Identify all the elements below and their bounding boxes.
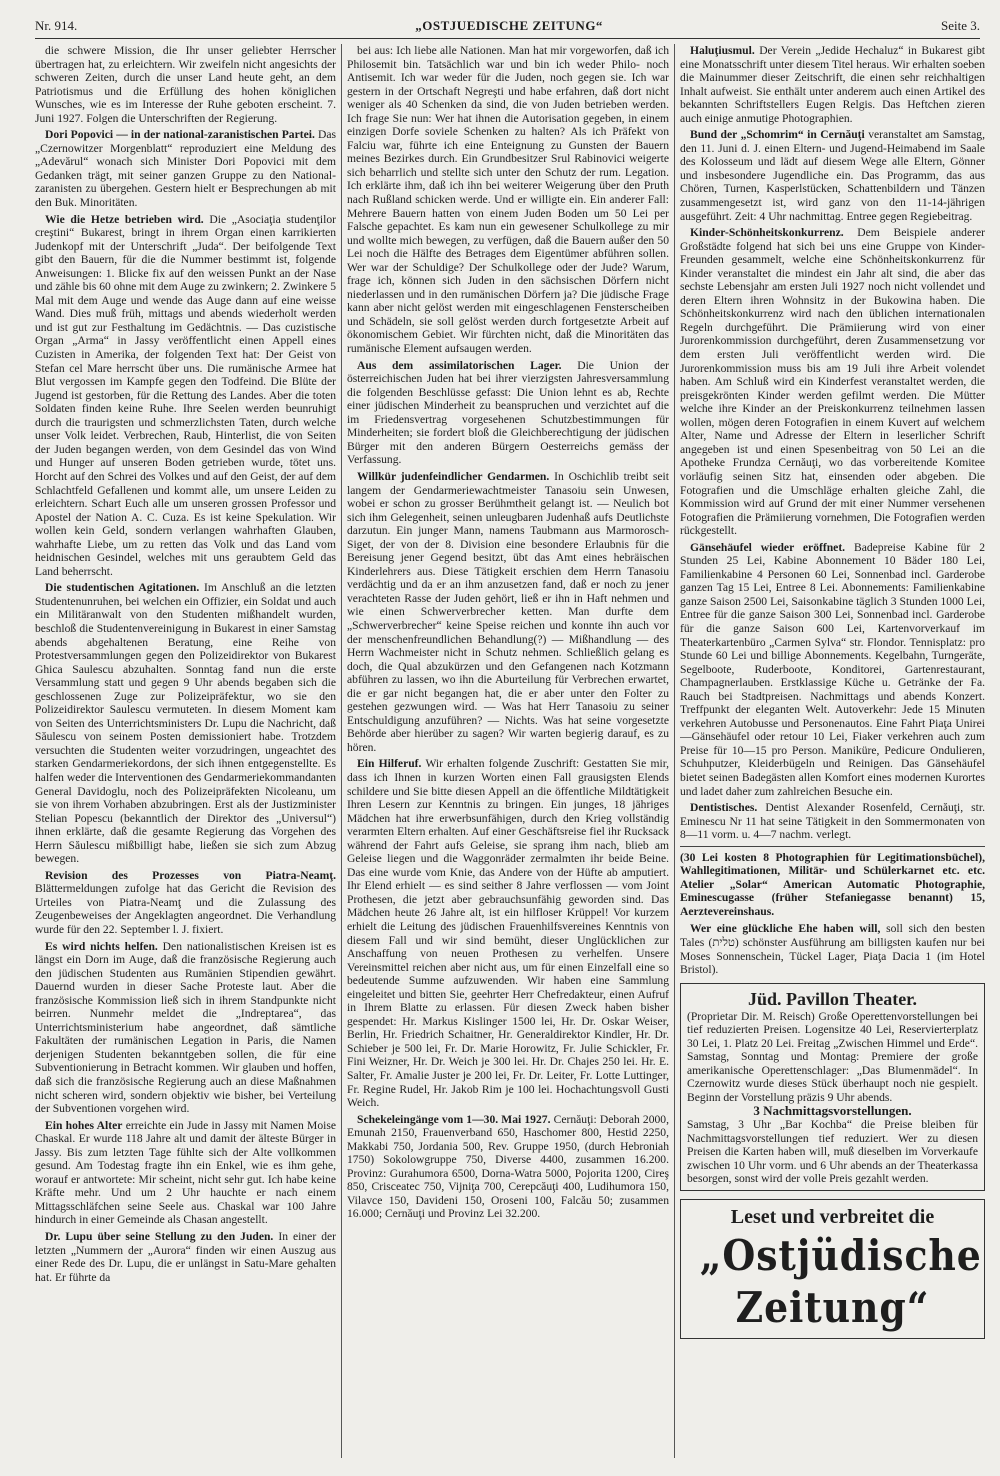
article [35,869,336,937]
article [35,44,336,125]
article [347,359,669,467]
column-1 [35,44,336,1458]
article-heading: Schekeleingänge vom 1—30. Mai 1927. [357,1112,551,1126]
article-heading: Es wird nichts helfen. [45,939,158,953]
article-heading: Dori Popovici — in der national-zaranistischen Partei. [45,128,315,142]
article-heading: Wie die Hetze betrieben wird. [45,212,204,226]
article-text: Wir erhalten folgende Zuschrift: Gestatten Sie mir, dass ich Ihnen in kurzen Worten einen Fall grausigsten Elends schildere und Sie bitte diesen Appell an die öffentliche Mildtätigkeit Ihren Lesern zur Kenntnis zu bringen. Ein junges, 18 jähriges Mädchen hat ihre erwerbsunfähigen, durch den Krieg vollständig verarmten Eltern erhalten. Auf einer Geschäftsreise fiel ihr Rucksack während der Fahrt aufs Geleise, sie sprang ihm nach, blieb am Geleise liegen und die Waggonräder zermalmten ihr beide Beine. Das eine wurde vom Knie, das Andere von der Hüfte ab amputiert. Ihr Elend erhielt — es sind seither 8 Jahre verflossen — vom Joint Prothesen, die jetzt aber gebrauchsunfähig geworden sind. Das Mädchen heute 26 Jahre alt, ist ein hilfloser Krüppel! Vor kurzem erhielt die Leitung des jüdischen Frauenhilfsvereines Kenntnis von diesem Fall und wir sind bemüht, dieser Unglücklichen zur Anschaffung von neuen Prothesen zu verhelfen. Unsere Vereinsmittel reichen aber nicht aus, um für einen Einzelfall eine so bedeutende Summe aufzuwenden. Wir haben eine Sammlung eingeleitet und bitten Sie, geehrter Herr Chefredakteur, einen Aufruf in Ihrem Blatte zu erlassen. Für diesen Zweck haben bisher gespendet: Hr. Markus Kislinger 1500 lei, Hr. Dr. Oskar Weiser, Berlin, Hr. Friedrich Schaitner, Hr. Generaldirektor Kindler, Hr. Dr. Schieber je 500 lei, Fr. Dr. Marie Horowitz, Fr. Julie Schickler, Fr. Fini Weizner, Hr. Dr. Weich je 300 lei. Hr. Dr. Chajes 250 lei. Hr. E. Salter, Fr. Amalie Juster je 200 lei, Fr. Dr. Leiter, Fr. Lotte Luttinger, Fr. Regine Rudel, Hr. Jakob Rim je 100 lei. Hochachtungsvoll Gusti Weich. [347,757,669,1110]
article-heading: Ein hohes Alter [45,1118,123,1132]
article-text: Der Verein „Jedide Hechaluz“ in Bukarest gibt eine Monatsschrift unter diesem Titel heraus. Wir erhalten soeben die Mainummer dieser Zeitschrift, die einen sehr reichhaltigen Inhalt aufweist. Sie enthält unter anderem auch einen Artikel des bekannten Schriftstellers Eugen Relgis. Das Heftchen zieren auch einige anmutige Photographien. [680,44,985,125]
article [35,940,336,1116]
tales-ad-text: soll sich den besten Tales (טלית) schönster Ausführung am billigsten kaufen nur bei Moses Sonnenschein, Tückel Lager, Piaţa Dacia 1 (im Hotel Bristol). [680,922,985,977]
article-heading: Revision des Prozesses von Piatra-Neamţ. [45,868,336,882]
article-text: Cernăuţi: Deborah 2000, Emunah 2150, Frauenverband 650, Haschomer 800, Hestid 2250, Makkabi 750, Jordania 500, Rev. Gruppe 1950, (durch Hebroniah 1750) Sokolowgruppe 750, Diverse 4400, zusammen 16.200. Provinz: Gurahumora 6500, Dorna-Watra 5000, Pojorita 1200, Cireş 850, Crisceatec 750, Vijniţa 700, Cerepcăuţi 400, Ludihumora 150, Vilavce 150, Davideni 150, Oroseni 100, Falcău 50; zusammen 16.000; Cernăuţi und Provinz Lei 32.200. [347,1112,669,1221]
promo-box [680,1199,985,1339]
article [680,44,985,125]
article [35,1119,336,1227]
column-2 [347,44,669,1458]
article-text: erreichte ein Jude in Jassy mit Namen Moise Chaskal. Er wurde 118 Jahre alt und damit der älteste Bürger in Jassy. Bis zum letzten Tage fühlte sich der Alte vollkommen gesund. Am Todestag fragte ihn ein Enkel, wie es ihm gehe, worauf er antwortete: Mir scheint, nicht sehr gut. Ich habe keine Kräfte mehr. Und um 2 Uhr hauchte er nach einem Mittagsschläfchen seine Seele aus. Chaskal war 100 Jahre hindurch in einer Gemeinde als Chasan angestellt. [35,1118,336,1227]
article-heading: Willkür judenfeindlicher Gendarmen. [357,469,550,483]
article-heading: Dentistisches. [690,801,758,815]
article [35,1230,336,1284]
issue-number: Nr. 914. [35,18,78,33]
article-heading: Bund der „Schomrim“ in Cernăuţi [690,128,865,142]
promo-line-2: „Ostjüdische Zeitung“ [699,1230,982,1332]
article [35,128,336,209]
article-text: Die „Asociaţia studenţilor creştini“ Bukarest, bringt in ihrem Organ einen karrikierten Judenkopf mit der Unterschrift „Juda“. Der beifolgende Text gibt den Bauern, für die die Nummer bestimmt ist, folgende Anweisungen: 1. Blicke fix auf den weissen Punkt an der Nase und zähle bis 60 ohne mit dem Auge zu zwinkern; 2. Zwinkere 5 Mal mit dem Auge und wende das Auge dann auf eine weisse Wand. Dies muß früh, mittags und abends wiederholt werden und ist gut zur Festhaltung im Gedächtnis. — Das cuzistische Organ „Arma“ in Jassy veröffentlicht einen Appell eines Cuzisten in Amerika, der folgenden Text hat: Der Geist von Stefan cel Mare herrscht über uns. Die rumänische Armee hat Blut vergossen im Kampfe gegen den Todfeind. Die Blüte der Jugend ist gestorben, für die Rettung des Landes. Aber die toten Soldaten finden keine Ruhe. Ihre Seelen werden beunruhigt durch die traurigsten und schmerzlichsten Taten, durch welche unser Volk leidet. Verbrechen, Raub, Hinterlist, die von Seiten der Juden begangen werden, von dem Gesindel das von Wind und Hunger auf unseren Boden getrieben wurde, tötet uns. Horcht auf den Schrei des Volkes und auf den Geist, der auf dem Schlachtfeld Gefallenen und kommt alle, um unsere Leiden zu erleichtern. Schart Euch alle um unseren grossen Professor und Apostel der Nation A. C. Cuza. Es ist keine Spekulation. Wir wollen kein Geld, sondern verlangen wahrhaften Glauben, wahrhafte Liebe, um zu retten das Volk und das Land vom heidnischen Gesindel, welches mit uns geraubtem Geld das Land beherrscht. [35,212,336,578]
article-text: Das „Czernowitzer Morgenblatt“ reproduziert eine Meldung des „Adevărul“ wonach sich Minister Dori Popovici mit dem Gedanken trägt, mit seiner ganzen Gruppe zu den National-zaranisten zu übergehen. Gestern hielt er Besprechungen ab mit den Buk. Minoritäten. [35,128,336,210]
article [347,757,669,1109]
article-text: In Oschichlib treibt seit langem der Gendarmeriewachtmeister Tanasoiu sein Unwesen, wobei er schon zu grosser Berühmtheit gelangt ist. — Neulich bot sich ihm Gelegenheit, seinen unleugbaren Judenhaß aufs Deutlichste darzutun. Ein junger Mann, namens Taubmann aus Marmorosch-Siget, der von der 8. Division eine besondere Erlaubnis für die Bereisung jener Gegend besitzt, übt das Amt eines hebräischen Kinderlehrers aus. Diese Tätigkeit erschien dem Herrn Tanasoiu verdächtig und da er an ihm anzusetzen fand, daß er noch zu jener verachteten Rasse der Juden gehört, ließ er ihn in Haft nehmen und wie einen Schwerverbrecher ketten. Man durfte dem „Schwerverbrecher“ keine Speise reichen und konnte ihn auch vor der menschenfreundlichen Behandlung(?) — Mißhandlung — des Herrn Wachmeister nicht in Schutz nehmen. Schließlich gelang es doch, die Qual abzukürzen und den Gefangenen nach Kotzmann abführen zu lassen, wo ihn die Aburteilung für Verbrechen erwartet, die er gar nicht begangen hat, die er aber unter den Folter zu gestehen gezwungen wird. — Was hat Herr Tanasoiu zu seiner Entschuldigung anzuführen? — Nichts. Was hat seine vorgesetzte Behörde aber hierüber zu sagen? Wir warten begierig darauf, es zu hören. [347,469,669,754]
theater-text-2: Samstag, 3 Uhr „Bar Kochba“ die Preise bleiben für Nachmittagsvorstellungen tief reduziert. Wer zu diesen Preisen die Karten haben will, muß dieselben im Vorverkaufe zwischen 10 Uhr vorm. und 6 Uhr abends an der Theaterkassa besorgen, sonst wird der volle Preis gezahlt werden. [687,1118,978,1186]
theater-title: Jüd. Pavillon Theater. [747,988,918,1009]
article [35,213,336,579]
article-heading: Aus dem assimilatorischen Lager. [357,358,562,372]
article-text: Im Anschluß an die letzten Studentenunruhen, bei welchen ein Offizier, ein Soldat und auch ein Militäranwalt von den Studenten mißhandelt wurden, beschloß die Studentenvereinigung in Bukarest in einer Samstag abends abgehaltenen Beratung, eine Reihe von Protestversammlungen gegen den Polizeidirektor von Bukarest Ghica Saulescu abzuhalten. Sonntag fand nun die erste Versammlung statt und gegen 9 Uhr abends begaben sich die geschlossenen Zuge zur Polizeipräfektur, wo sie den Polizeidirektor Saulescu vermuteten. In diesem Moment kam von Seiten des Unterrichtsministers Dr. Lupu die Nachricht, daß Săulescu von seinem Posten demissioniert habe. Trotzdem versuchten die Studenten weiter vorzudringen, ungeachtet des starken Gendarmeriekordons, der sich ihnen entgegenstellte. Es halfen weder die Interventionen des Gendarmeriekommandanten General Davidoglu, noch des Polizeipräfekten Nicoleanu, um sie von ihrem Vorhaben abzubringen. Erst als der Justizminister Stelian Popescu (bekanntlich der Direktor des „Universul“) ihnen erklärte, daß die gesamte Regierung das Vorgehen des Herrn Săulescu mißbilligt habe, ließen sie sich zum Abzug bewegen. [35,581,336,866]
article-text: Dentist Alexander Rosenfeld, Cernăuţi, str. Eminescu Nr 11 hat seine Tätigkeit in den Sommermonaten von 8—11 vorm. u. 4—7 nachm. verlegt. [680,801,985,842]
tales-ad [680,922,985,976]
article-heading: Haluţiusmul. [690,44,755,57]
article [680,128,985,223]
column-rule [341,44,342,1458]
article-text: Den nationalistischen Kreisen ist es längst ein Dorn im Auge, daß die französische Regierung auch den jüdischen Studenten aus Rumänien Stipendien gewährt. Dauernd wurden in dieser Sache Proteste laut. Aber die französische Kommission ließ sich in ihrem Standpunkte nicht beirren. Nunmehr meldet die „Indreptarea“, das Unterrichtsministerium habe angeordnet, daß sämtliche Fakultäten der rumänischen Legation in Paris, die Namen derjenigen Studenten bekanntgeben sollen, die für eine Subventionierung in Betracht kommen. Wir glauben und hoffen, daß sich die französische Regierung auch an diese Maßnahmen nicht scheren wird, sondern objektiv wie bisher, bei Verteilung der Subventionen vorgehen wird. [35,939,336,1116]
article-heading: Gänsehäufel wieder eröffnet. [690,540,846,554]
page-number: Seite 3. [940,18,980,33]
article-text: Badepreise Kabine für 2 Stunden 25 Lei, Kabine Abonnement 10 Bäder 180 Lei, Familienkabine 4 Personen 60 Lei, Sonnenbad incl. Garderobe ganzen Tag 15 Lei, Entree 8 Lei. Abonnements: Familienkabine ganze Saison 2500 Lei, Saisonkabine täglich 3 Stunden 1000 Lei, Entree für die ganze Saison 300 Lei, Sonnenbad incl. Garderobe für die ganze Saison 600 Lei, Kartenvorverkauf im Theaterkartenbüro „Carmen Sylva“ str. Flondor. Tennisplatz: pro Stunde 60 Lei und billige Abonnements. Kegelbahn, Turngeräte, Segelboote, Ruderboote, Konditorei, Gartenrestaurant, Champagnerlauben. Erstklassige Küche u. Getränke der Fa. Rauch bei Stadtpreisen. Nachmittags und abends Konzert. Treffpunkt der eleganten Welt. Autoverkehr: Jede 15 Minuten verkehren Autobusse und Personenautos. Eine Fahrt Piaţa Unirei—Gänsehäufel oder retour 10 Lei, Fiaker verkehren auch zum Preise für 10—15 pro Person. Maniküre, Pedicure Ondulieren, Schuhputzer, Kleiderbügeln und Reinigen. Das Gänsehäufel bietet seinen Badegästen allen Komfort eines modernen Kurortes und ladet daher zum zahlreichen Besuche ein. [680,540,985,798]
article-text: Blättermeldungen zufolge hat das Gericht die Revision des Urteiles von Piatra-Neamţ und die Zulassung des Zeugenbeweises der Angeklagten angeordnet. Die Verhandlung wurde für den 22. September l. J. fixiert. [35,882,336,936]
article [680,801,985,842]
column-3 [680,44,985,1458]
theater-ad [680,983,985,1191]
article-heading: Ein Hilferuf. [357,757,422,771]
promo-line-1: Leset und verbreitet die [730,1205,935,1228]
article-heading: Die studentischen Agitationen. [45,581,200,595]
masthead [35,14,980,39]
article [347,470,669,754]
theater-subtitle: 3 Nachmittagsvorstellungen. [753,1103,912,1119]
divider [680,846,985,847]
article-text: veranstaltet am Samstag, den 11. Juni d. J. einen Eltern- und Jugend-Heimabend im Saale des Kolosseum und lädt auf diesem Wege alle Eltern, Gönner und insbesondere Jugendliche ein. Das Programm, das aus Chören, Turnen, Kasperlstücken, Schattenbildern und Tänzen zusammengesetzt ist, wird ganz von den 11-14-jährigen ausgeführt. Zeit: 4 Uhr nachmittag. Entree gegen Regiebeitrag. [680,128,985,223]
article-heading: Kinder-Schönheitskonkurrenz. [690,226,844,240]
photo-atelier-ad: (30 Lei kosten 8 Photographien für Legitimationsbüchel), Wahllegitimationen, Militär- und Schülerkarnet etc. etc. Atelier „Solar“ American Automatic Photographie, Eminescugasse (früher Stefaniegasse benannt) 15, Aerztevereinshaus. [680,850,985,918]
article-text: Dem Beispiele anderer Großstädte folgend hat sich bei uns eine Gruppe von Kinder-Freunden gesammelt, welche eine Schönheitskonkurrenz für Kinder veranstaltet die mindest ein Jahr alt sind, die aber das sechste Lebensjahr am ersten Juli 1927 noch nicht vollendet und deren Eltern ihren Wohnsitz in der Bukowina haben. Die Schönheitskonkurrenz wird nach den üblichen internationalen Regeln durchgeführt. Die Prämiierung wird von einer Jurorenkommission durchgeführt, deren Zusammensetzung vor dem ersten Juli veröffentlicht werden wird. Die Jurorenkommission muss bis am 19 Juli ihre Arbeit volendet haben. Am Schluß wird ein Kinderfest veranstaltet werden, die preisgekrönten Kinder werden gefilmt werden. Die Mütter welche ihre Kinder an der Preiskonkurrenz teilnehmen lassen wollen, mögen deren Fotografien in einem Kuvert auf welchem Alter, Name und Adresse der Eltern in leserlicher Schrift angegeben ist und einen Spesenbeitrag von 50 Lei an die Apotheke Frundza Cernăuţi, wo das vorbereitende Komitee vorläufig seinen Sitz hat, einsenden oder abgeben. Die Fotografien und die Umschläge erhalten gleiche Zahl, die Kommission wird auf Grund der mit einer Nummer versehenen Fotografien die Prämiierung vornehmen, Die Fotografien werden rückgestellt. [680,226,985,538]
article [680,541,985,798]
article-text: Die Union der österreichischen Juden hat bei ihrer vierzigsten Jahresversammlung die folgenden Beschlüsse gefasst: Die Union lehnt es ab, Rechte einer jüdischen Minderheit zu beanspruchen und verzichtet auf die im Friedensvertrag vorgesehenen Schutzbestimmungen für Minderheiten; sie fordert bloß die Gleichberechtigung der jüdischen Bürger mit den anderen Bürgern Oesterreichs gemäss der Verfassung. [347,358,669,467]
article [680,226,985,538]
newspaper-title: „OSTJUEDISCHE ZEITUNG“ [415,18,603,33]
column-rule [674,44,675,1458]
article-text: die schwere Mission, die Ihr unser geliebter Herrscher übertragen hat, zu erleichtern. Wir zweifeln nicht angesichts der schweren Zeiten, durch die unser Land heute geht, an dem Patriotismus und die Erfüllung des hohen königlichen Wunsches, wie es im Interesse der Ruhe geboten erscheint. 7. Juni 1927. Folgen die Unterschriften der Regierung. [35,44,336,125]
article [347,44,669,356]
theater-text: (Proprietar Dir. M. Reisch) Große Operettenvorstellungen bei tief reduzierten Preisen. Logensitze 40 Lei, Reservierterplatz 30 Lei, 1. Platz 20 Lei. Freitag „Zwischen Himmel und Erde“. Samstag, Sonntag und Montag: Premiere der große amerikanische Operettenschlager: „Das Blumenmädel“. In Czernowitz wurde dieses Stück überhaupt noch nie gespielt. Beginn der Vorstellung präzis 9 Uhr abends. [687,1009,978,1104]
article-heading: Dr. Lupu über seine Stellung zu den Juden. [45,1230,274,1244]
article [347,1113,669,1221]
article-text: In einer der letzten „Nummern der „Aurora“ finden wir einen Auszug aus einer Rede des Dr. Lupu, die er unlängst in Satu-Mare gehalten hat. Er führte da [35,1230,336,1284]
article [35,581,336,865]
tales-ad-heading: Wer eine glückliche Ehe haben will, [690,922,881,936]
article-text: bei aus: Ich liebe alle Nationen. Man hat mir vorgeworfen, daß ich Philosemit bin. Tatsächlich war und bin ich weder Philo- noch Antisemit. Ich war weder für die Juden, noch gegen sie. Ich war gestern in der Ortschaft Negreşti und habe erfahren, daß dort nicht weniger als 40 Schenken da sind, die von Juden betrieben werden. Ich frage Sie nun: Wer hat ihnen die Autorisation gegeben, in einem einzigen Dorfe soviele Schenken zu halten? Als ich Präfekt von Falciu war, führte ich eine Enteignung zu Gunsten der Bauern meines Bezirkes durch. Ein Grundbesitzer Srul Rabinovici weigerte sich beharrlich und stellte sich unter den Schutz der rum. Legation. Ich erklärte ihm, daß ich ihn bei weiterer Weigerung über den Pruth nach Rußland schicken werde. Und er willigte ein. Ein anderer Fall: Mehrere Bauern hatten von einem Juden Boden um 50 Lei per Falsche gepachtet. Es kam nun ein gewesener Schulkollege zu mir und wollte mich bewegen, zu verfügen, daß die Bauern außer den 50 Lei noch die Hälfte des Betrages dem Eigentümer abführen sollen. Wer war der Schuldige? Der Schulkollege oder der Jude? Warum, frage ich, können sich Juden in den sächsischen Dörfern nicht niederlassen und in den rumänischen Dörfern ja? Die jüdische Frage kann aber nicht gelöst werden mit eingeschlagenen Fensterscheiben und Schädeln, sie soll gelöst werden durch fortgesetzte Arbeit auf ökonomischem Gebiet. Wir fürchten nicht, daß die Minoritäten das rumänische Element aufsaugen werden. [347,44,669,356]
